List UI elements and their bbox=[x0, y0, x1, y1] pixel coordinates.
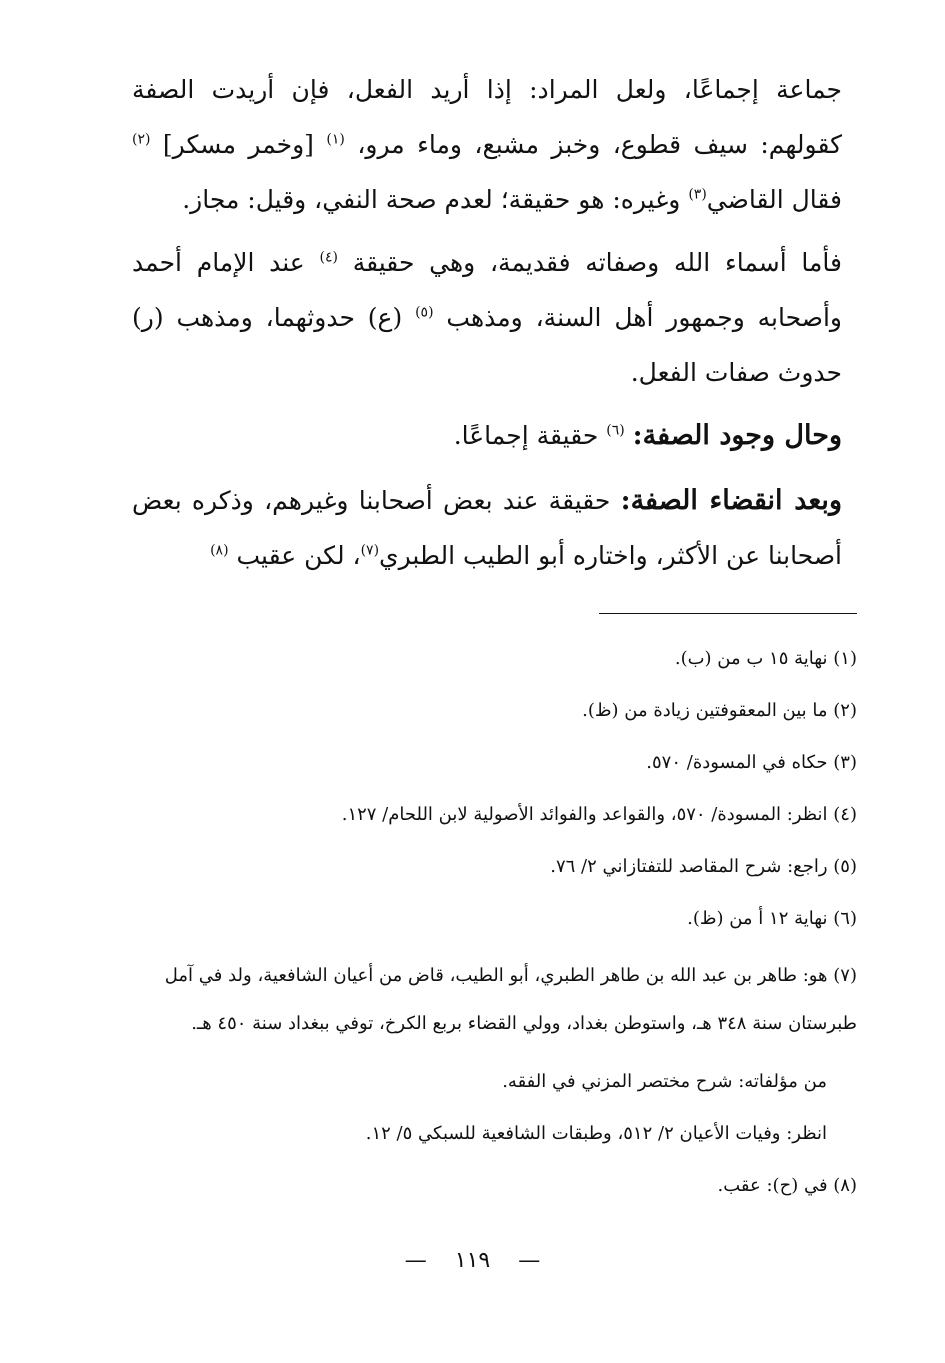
paragraph-1-text-d: وغيره: هو حقيقة؛ لعدم صحة النفي، وقيل: مجاز. bbox=[182, 185, 681, 214]
footnote-8: (٨) في (ح): عقب. bbox=[717, 1175, 857, 1196]
paragraph-4 bbox=[132, 473, 842, 583]
footnote-6: (٦) نهاية ١٢ أ من (ظ). bbox=[687, 908, 857, 929]
page-number bbox=[0, 1248, 945, 1273]
paragraph-2 bbox=[132, 235, 842, 400]
footnote-7: (٧) هو: طاهر بن عبد الله بن طاهر الطبري، أبو الطيب، قاض من أعيان الشافعية، ولد في آمل طبرستان سنة ٣٤٨ هـ، واستوطن بغداد، وولي القضاء بربع الكرخ، توفي ببغداد سنة ٤٥٠ هـ. bbox=[164, 965, 857, 1034]
footnote-7-references: انظر: وفيات الأعيان ٢/ ٥١٢، وطبقات الشافعية للسبكي ٥/ ١٢. bbox=[365, 1123, 827, 1144]
main-text bbox=[132, 62, 842, 591]
footnote-separator bbox=[599, 613, 857, 614]
footnote-3: (٣) حكاه في المسودة/ ٥٧٠. bbox=[646, 752, 857, 773]
paragraph-2-text-b: عند الإمام أحمد وأصحابه وجمهور أهل السنة، ومذهب bbox=[132, 248, 843, 332]
footnotes bbox=[132, 640, 857, 1219]
footnote-1: (١) نهاية ١٥ ب من (ب). bbox=[674, 648, 857, 669]
footnote-marker-7[interactable]: (٧) bbox=[360, 542, 380, 559]
footnote-2: (٢) ما بين المعقوفتين زيادة من (ظ). bbox=[582, 700, 857, 721]
footnote-marker-2[interactable]: (٢) bbox=[132, 131, 151, 148]
paragraph-4-heading: وبعد انقضاء الصفة: bbox=[620, 485, 842, 516]
paragraph-1-text-b: [وخمر مسكر] bbox=[162, 130, 314, 159]
paragraph-3-heading: وحال وجود الصفة: bbox=[632, 420, 842, 451]
paragraph-1-text-a: جماعة إجماعًا، ولعل المراد: إذا أريد الفعل، فإن أريدت الصفة كقولهم: سيف قطوع، وخبز مشبع، وماء مرو، bbox=[132, 75, 843, 159]
paragraph-1 bbox=[132, 62, 842, 227]
paragraph-3 bbox=[132, 408, 842, 463]
page-number-dash-right: — bbox=[518, 1248, 541, 1273]
footnote-marker-1[interactable]: (١) bbox=[326, 131, 345, 148]
paragraph-3-text: حقيقة إجماعًا. bbox=[453, 421, 599, 450]
page-number-value: ١١٩ bbox=[454, 1248, 491, 1273]
footnote-marker-8[interactable]: (٨) bbox=[210, 542, 229, 559]
footnote-7-works: من مؤلفاته: شرح مختصر المزني في الفقه. bbox=[502, 1071, 827, 1092]
footnote-4: (٤) انظر: المسودة/ ٥٧٠، والقواعد والفوائد الأصولية لابن اللحام/ ١٢٧. bbox=[341, 804, 857, 825]
paragraph-2-text-a: فأما أسماء الله وصفاته فقديمة، وهي حقيقة bbox=[352, 248, 842, 277]
paragraph-4-text-a: حقيقة عند بعض أصحابنا وغيرهم، وذكره بعض أصحابنا عن الأكثر، واختاره أبو الطيب الطبري bbox=[132, 486, 842, 570]
paragraph-4-text-b: ، لكن عقيب bbox=[236, 541, 361, 570]
paragraph-1-text-c: فقال القاضي bbox=[706, 185, 842, 214]
footnote-marker-5[interactable]: (٥) bbox=[415, 304, 434, 321]
footnote-5: (٥) راجع: شرح المقاصد للتفتازاني ٢/ ٧٦. bbox=[550, 856, 857, 877]
paragraph-2-text-c: (ع) حدوثهما، ومذهب (ر) حدوث صفات الفعل. bbox=[132, 303, 842, 387]
footnote-marker-6[interactable]: (٦) bbox=[606, 422, 625, 439]
footnote-marker-4[interactable]: (٤) bbox=[319, 249, 338, 266]
page-number-dash-left: — bbox=[404, 1248, 427, 1273]
footnote-marker-3[interactable]: (٣) bbox=[688, 186, 707, 203]
